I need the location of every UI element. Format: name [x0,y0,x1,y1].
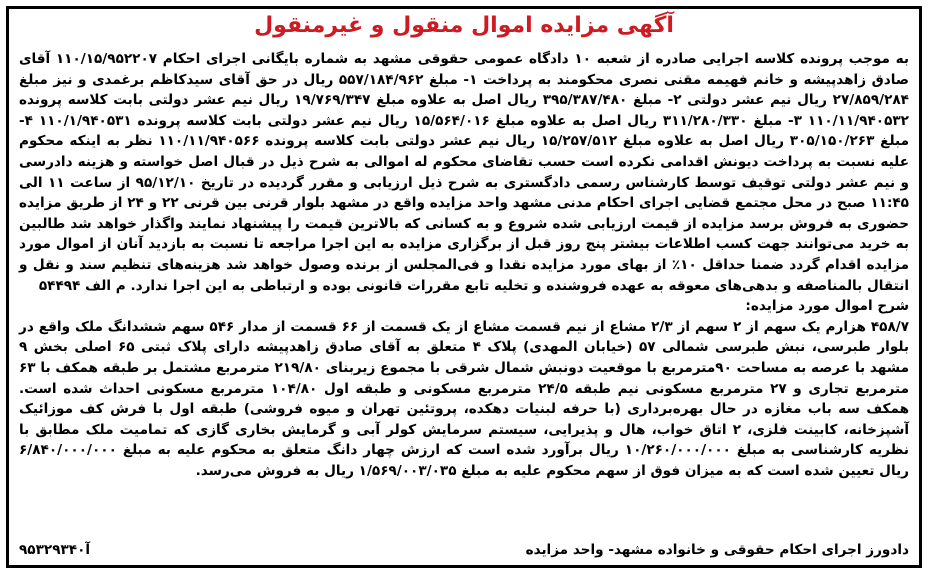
reference-code: آ۹۵۳۲۹۳۴۰ [19,542,91,558]
signature-line: دادورز اجرای احکام حقوقی و خانواده مشهد- واحد مزایده [525,542,909,558]
notice-title: آگهی مزایده اموال منقول و غیرمنقول [254,13,674,38]
section-heading: شرح اموال مورد مزایده: [745,298,909,315]
notice-footer [19,539,909,561]
notice-paragraph-main: به موجب پرونده کلاسه اجرایی صادره از شعبه ۱۰ دادگاه عمومی حقوقی مشهد به شماره بایگانی اجرای احکام ۱۱۰/۱۵/۹۵۲۲۰۷ آقای صادق زاهدپیشه و خانم فهیمه مقنی نصری محکومند به پرداخت ۱- مبلغ ۵۵۷/۱۸۴/۹۶۲ ریال در حق آقای سیدکاظم برغمدی و نیز مبلغ ۲۷/۸۵۹/۲۸۴ ریال نیم عشر دولتی ۲- مبلغ ۳۹۵/۳۸۷/۴۸۰ ریال اصل به علاوه مبلغ ۱۹/۷۶۹/۳۴۷ ریال نیم عشر دولتی بابت کلاسه پرونده ۱۱۰/۱۱/۹۴۰۵۳۲ ۳- مبلغ ۳۱۱/۲۸۰/۳۳۰ ریال اصل به علاوه مبلغ ۱۵/۵۶۴/۰۱۶ ریال نیم عشر دولتی بابت کلاسه پرونده ۱۱۰/۱/۹۴۰۵۳۱ ۴- مبلغ ۳۰۵/۱۵۰/۲۶۳ ریال اصل به علاوه مبلغ ۱۵/۲۵۷/۵۱۲ ریال نیم عشر دولتی بابت کلاسه پرونده ۱۱۰/۱۱/۹۴۰۵۶۶ نظر به اینکه محکوم علیه نسبت به پرداخت دیونش اقدامی نکرده است حسب تقاضای محکوم له اموالی به شرح ذیل در قبال اصل خواسته و هزینه دادرسی و نیم عشر دولتی توقیف توسط کارشناس رسمی دادگستری به شرح ذیل ارزیابی و مقرر گردیده در تاریخ ۹۵/۱۲/۱۰ از ساعت ۱۱ الی ۱۱:۴۵ صبح در محل مجتمع قضایی اجرای احکام مدنی مشهد واحد مزایده واقع در مشهد بلوار قرنی بین قرنی ۲۲ و ۲۴ از طریق مزایده حضوری به فروش برسد مزایده از قیمت ارزیابی شده شروع و به کسانی که بالاترین قیمت را پیشنهاد نمایند واگذار خواهد شد طالبین به خرید می‌توانند جهت کسب اطلاعات بیشتر پنج روز قبل از برگزاری مزایده به این اجرا مراجعه تا نسبت به بازدید آنان از اموال مورد مزایده اقدام گردد ضمنا حداقل ۱۰٪ از بهای مورد مزایده نقدا و فی‌المجلس از برنده وصول خواهد شد هزینه‌های تنظیم سند و نقل و انتقال بالمناصفه و بدهی‌های معوقه به عهده فروشنده و تخلیه تابع مقررات قانونی بوده و ارتباطی به این اجرا ندارد. م الف ۵۴۴۹۴ [19,51,910,294]
notice-paragraph-property: ۴۵۸/۷ هزارم یک سهم از ۲ سهم از ۲/۳ مشاع از نیم قسمت مشاع از یک قسمت از ۶۶ قسمت از مدار ۵۴۶ سهم ششدانگ ملک واقع در بلوار طبرسی، نبش طبرسی شمالی ۵۷ (خیابان المهدی) پلاک ۴ متعلق به آقای صادق زاهدپیشه دارای پلاک ثبتی ۶۵ اصلی بخش ۹ مشهد با عرصه به مساحت ۹۰مترمربع با موقعیت دونبش شمال شرقی با مجموع زیربنای ۲۱۹/۸۰ مترمربع مشتمل بر طبقه همکف با ۶۳ مترمربع تجاری و ۲۷ مترمربع مسکونی نیم طبقه ۲۴/۵ مترمربع مسکونی و طبقه اول ۱۰۴/۸۰ مترمربع مسکونی احداث شده است. همکف سه باب مغازه در حال بهره‌برداری (با حرفه لبنیات دهکده، پروتئین تهران و میوه فروشی) طبقه اول با فرش کف موزائیک آشپزخانه، کابینت فلزی، ۲ اتاق خواب، هال و پذیرایی، سیستم سرمایش کولر آبی و گرمایش بخاری گازی که تمامیت ملک مطابق با نظریه کارشناسی به مبلغ ۱۰/۲۶۰/۰۰۰/۰۰۰ ریال برآورد شده است که ارزش چهار دانگ متعلق به محکوم علیه به مبلغ ۶/۸۴۰/۰۰۰/۰۰۰ ریال تعیین شده است که به میزان فوق از سهم محکوم علیه به مبلغ ۱/۵۶۹/۰۰۳/۰۳۵ ریال به فروش می‌رسد. [19,318,910,479]
notice-body [19,49,909,481]
notice-frame [6,6,922,568]
